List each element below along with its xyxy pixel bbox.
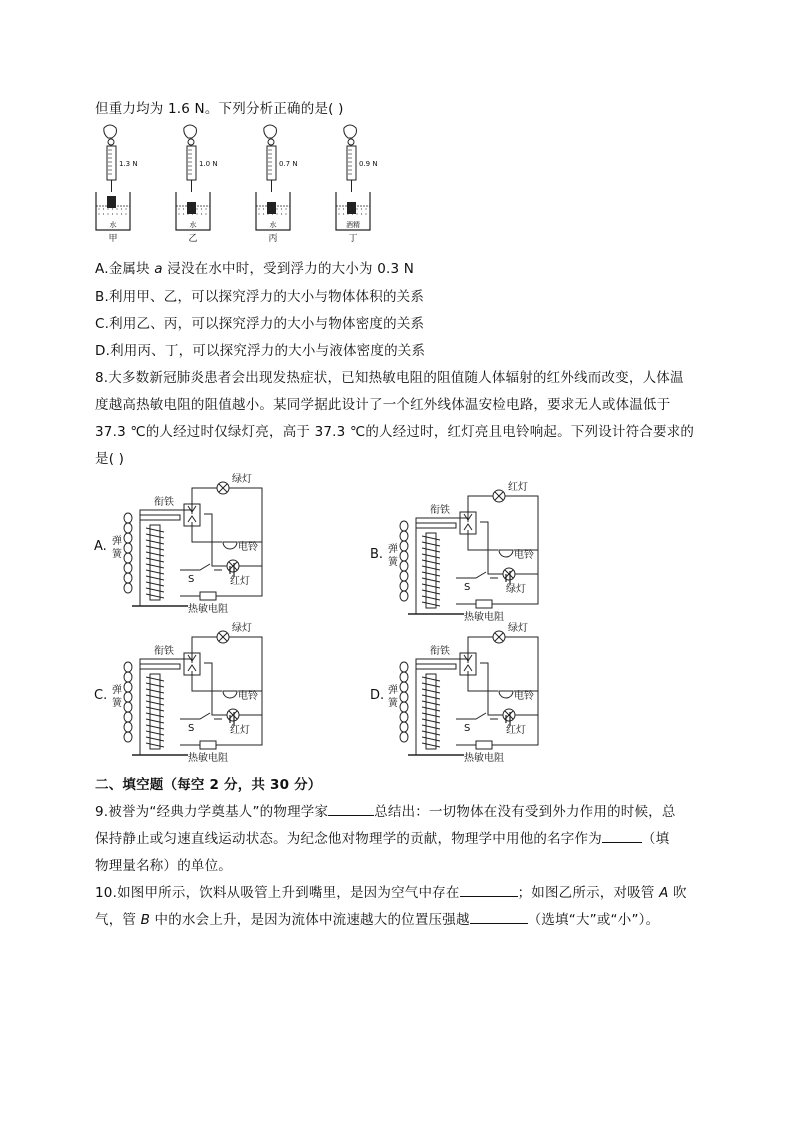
coil-winding (422, 542, 440, 546)
coil-winding (146, 683, 164, 687)
thermistor-label: 热敏电阻 (464, 753, 504, 764)
liquid-dot (116, 213, 117, 214)
coil-winding (146, 546, 164, 550)
q10-line1: 10.如图甲所示，饮料从吸管上升到嘴里，是因为空气中存在 ；如图乙所示，对吸管 A 吹 (95, 885, 687, 901)
liquid-label: 水 (109, 221, 117, 229)
lamp-icon (217, 631, 229, 643)
coil-winding (422, 584, 440, 588)
coil-winding (422, 713, 440, 717)
beaker-caption: 甲 (108, 234, 118, 244)
mid-branch-wire (468, 681, 538, 691)
spring-coil (400, 561, 408, 571)
bottom-lamp-label: 红灯 (230, 576, 250, 587)
spring-coil (400, 531, 408, 541)
q7-option-c: C.利用乙、丙，可以探究浮力的大小与物体密度的关系 (95, 316, 425, 332)
spring-coil (400, 702, 408, 712)
switch-icon (456, 572, 498, 578)
spring-coil (400, 672, 408, 682)
liquid-dot (196, 208, 197, 209)
liquid-dot (263, 213, 264, 214)
switch-icon (180, 713, 222, 719)
q8-line2: 度越高热敏电阻的阻值越小。某同学据此设计了一个红外线体温安检电路，要求无人或体温低于 (95, 397, 671, 413)
q8-circuit-c (92, 619, 282, 764)
coil-winding (422, 719, 440, 723)
bottom-branch-wire (204, 514, 262, 566)
section-2-title: 二、填空题（每空 2 分，共 30 分） (95, 777, 322, 793)
switch-icon (456, 713, 498, 719)
coil-winding (422, 731, 440, 735)
coil-winding (146, 570, 164, 574)
armature-label: 衔铁 (154, 646, 174, 657)
coil-winding (422, 725, 440, 729)
liquid-dot (361, 213, 362, 214)
coil-winding (146, 677, 164, 681)
thermistor-label: 热敏电阻 (188, 604, 228, 615)
switch-label: S (464, 723, 471, 734)
lamp-icon (217, 482, 229, 494)
beaker-caption: 丁 (348, 234, 358, 244)
relay-contacts-icon (464, 508, 472, 540)
q8-line1: 8.大多数新冠肺炎患者会出现发热症状，已知热敏电阻的阻值随人体辐射的红外线而改变，人体温 (95, 370, 684, 386)
coil-winding (146, 552, 164, 556)
top-lamp-label: 绿灯 (232, 474, 252, 485)
beaker-caption: 丙 (268, 234, 278, 244)
bell-icon (223, 542, 237, 549)
q8-circuit-b (368, 478, 558, 623)
thermistor-label: 热敏电阻 (188, 753, 228, 764)
scale-reading: 1.3 N (119, 160, 138, 168)
liquid-dot (343, 213, 344, 214)
metal-block-icon (187, 202, 196, 214)
q10-line2: 气，管 B 中的水会上升，是因为流体中流速越大的位置压强越 （选填“大”或“小”）。 (95, 912, 660, 928)
spring-coil (124, 732, 132, 742)
switch-label: S (188, 574, 195, 585)
option-label: D. (370, 688, 385, 703)
relay-contacts-icon (464, 649, 472, 681)
lamp-icon (227, 560, 239, 572)
switch-label: S (464, 582, 471, 593)
top-branch-wire (192, 637, 262, 715)
liquid-dot (112, 208, 113, 209)
spring-coil (124, 692, 132, 702)
coil-winding (422, 737, 440, 741)
thermistor-icon (200, 592, 216, 600)
liquid-dot (263, 208, 264, 209)
hook-icon (348, 139, 354, 145)
metal-block-icon (267, 202, 276, 214)
liquid-dot (121, 208, 122, 209)
lamp-icon (503, 568, 515, 580)
relay-contacts-icon (188, 500, 196, 532)
liquid-dot (103, 208, 104, 209)
hand-icon (344, 125, 357, 138)
spring-coil (400, 581, 408, 591)
coil-winding (422, 707, 440, 711)
switch-icon (180, 564, 222, 570)
liquid-dot (365, 213, 366, 214)
q9-line1: 9.被誉为“经典力学奠基人”的物理学家 总结出：一切物体在没有受到外力作用的时候，总 (95, 804, 676, 820)
switch-label: S (188, 723, 195, 734)
coil-winding (146, 576, 164, 580)
liquid-dot (107, 208, 108, 209)
coil-winding (422, 695, 440, 699)
armature-bar (140, 664, 180, 669)
spring-coil (124, 533, 132, 543)
scale-reading: 1.0 N (199, 160, 218, 168)
spring-coil (124, 583, 132, 593)
spring-coil (124, 662, 132, 672)
coil-winding (146, 713, 164, 717)
spring-label: 弹 (112, 536, 122, 547)
q9-line2: 保持静止或匀速直线运动状态。为纪念他对物理学的贡献，物理学中用他的名字作为 （填 (95, 831, 670, 847)
coil-winding (422, 701, 440, 705)
top-branch-wire (192, 488, 262, 566)
coil-winding (146, 725, 164, 729)
option-label: A. (94, 539, 107, 554)
liquid-dot (125, 208, 126, 209)
lamp-icon (503, 709, 515, 721)
liquid-dot (116, 208, 117, 209)
spring-coil (124, 722, 132, 732)
beaker-setup-1 (96, 125, 138, 244)
bottom-branch-wire (480, 663, 538, 715)
bell-label: 电铃 (514, 691, 534, 702)
thermistor-icon (476, 600, 492, 608)
lamp-icon (493, 490, 505, 502)
spring-coil (124, 553, 132, 563)
bell-icon (223, 691, 237, 698)
thermistor-icon (200, 741, 216, 749)
spring-coil (124, 682, 132, 692)
coil-winding (146, 737, 164, 741)
spring-scale-icon (347, 146, 356, 180)
spring-coil (124, 513, 132, 523)
liquid-label: 水 (269, 221, 277, 229)
coil-winding (422, 677, 440, 681)
hook-icon (268, 139, 274, 145)
liquid-dot (121, 213, 122, 214)
liquid-dot (356, 208, 357, 209)
liquid-dot (276, 208, 277, 209)
option-label: C. (94, 688, 108, 703)
coil-winding (146, 707, 164, 711)
spring-coil (400, 712, 408, 722)
liquid-dot (205, 208, 206, 209)
spring-label: 弹 (388, 544, 398, 555)
liquid-dot (183, 208, 184, 209)
coil-winding (422, 566, 440, 570)
coil-winding (422, 560, 440, 564)
top-lamp-label: 绿灯 (232, 623, 252, 634)
coil-winding (422, 743, 440, 747)
liquid-dot (112, 213, 113, 214)
coil-winding (146, 594, 164, 598)
coil-winding (146, 731, 164, 735)
lamp-icon (227, 709, 239, 721)
spring-coil (124, 702, 132, 712)
spring-coil (400, 722, 408, 732)
top-lamp-label: 绿灯 (508, 623, 528, 634)
mid-branch-wire (468, 540, 538, 550)
spring-label: 簧 (388, 698, 398, 709)
spring-coil (124, 573, 132, 583)
armature-bar (416, 523, 456, 528)
spring-coil (400, 541, 408, 551)
spring-coil (400, 551, 408, 561)
scale-reading: 0.7 N (279, 160, 298, 168)
beaker-setup-4 (336, 125, 378, 244)
coil-winding (146, 588, 164, 592)
armature-label: 衔铁 (430, 646, 450, 657)
liquid-dot (276, 213, 277, 214)
coil-winding (146, 564, 164, 568)
q7-option-d: D.利用丙、丁，可以探究浮力的大小与液体密度的关系 (95, 343, 426, 359)
liquid-dot (258, 213, 259, 214)
liquid-label: 水 (189, 221, 197, 229)
mid-branch-wire (192, 681, 262, 691)
coil-winding (422, 572, 440, 576)
q9-blank-1 (328, 803, 374, 816)
coil-winding (422, 689, 440, 693)
bell-label: 电铃 (238, 542, 258, 553)
top-branch-wire (468, 637, 538, 715)
coil-winding (422, 578, 440, 582)
thermistor-icon (476, 741, 492, 749)
liquid-dot (281, 208, 282, 209)
spring-label: 弹 (388, 685, 398, 696)
lamp-icon (493, 631, 505, 643)
q8-circuit-a (92, 470, 282, 615)
q9-blank-2 (602, 830, 642, 843)
liquid-dot (258, 208, 259, 209)
beaker-caption: 乙 (188, 234, 198, 244)
armature-bar (416, 664, 456, 669)
liquid-dot (201, 213, 202, 214)
hand-icon (264, 125, 277, 138)
liquid-dot (361, 208, 362, 209)
coil-winding (422, 602, 440, 606)
q7-intro: 但重力均为 1.6 N。下列分析正确的是( ) (95, 101, 344, 117)
liquid-dot (338, 208, 339, 209)
q8-line4: 是( ) (95, 451, 125, 467)
bell-label: 电铃 (514, 550, 534, 561)
relay-contacts-icon (188, 649, 196, 681)
spring-coil (124, 672, 132, 682)
coil-winding (422, 590, 440, 594)
liquid-dot (178, 213, 179, 214)
liquid-dot (98, 208, 99, 209)
coil-winding (146, 701, 164, 705)
spring-scale-icon (107, 146, 116, 180)
q7-option-b: B.利用甲、乙，可以探究浮力的大小与物体体积的关系 (95, 289, 425, 305)
spring-coil (400, 591, 408, 601)
coil-winding (146, 528, 164, 532)
spring-coil (400, 662, 408, 672)
liquid-dot (338, 213, 339, 214)
liquid-label: 酒精 (346, 221, 360, 229)
spring-scale-icon (267, 146, 276, 180)
hand-icon (104, 125, 117, 138)
beaker-setup-3 (256, 125, 298, 244)
thermistor-label: 热敏电阻 (464, 612, 504, 623)
q7-option-a: A.金属块 a 浸没在水中时，受到浮力的大小为 0.3 N (95, 261, 415, 277)
armature-label: 衔铁 (154, 497, 174, 508)
mid-branch-wire (192, 532, 262, 542)
liquid-dot (356, 213, 357, 214)
bottom-lamp-label: 绿灯 (506, 584, 526, 595)
liquid-dot (125, 213, 126, 214)
spring-scale-icon (187, 146, 196, 180)
spring-coil (124, 523, 132, 533)
bell-icon (499, 550, 513, 557)
spring-coil (124, 563, 132, 573)
option-label: B. (370, 547, 384, 562)
spring-coil (124, 712, 132, 722)
q8-line3: 37.3 ℃的人经过时仅绿灯亮，高于 37.3 ℃的人经过时，红灯亮且电铃响起。下列设计符合要求的 (95, 424, 695, 440)
spring-label: 簧 (388, 557, 398, 568)
q10-blank-1 (460, 884, 518, 897)
liquid-dot (365, 208, 366, 209)
liquid-dot (183, 213, 184, 214)
q10-blank-2 (470, 911, 528, 924)
liquid-dot (205, 213, 206, 214)
q8-circuit-d (368, 619, 558, 764)
liquid-dot (285, 213, 286, 214)
bottom-lamp-label: 红灯 (506, 725, 526, 736)
metal-block-icon (107, 196, 116, 208)
top-branch-wire (468, 496, 538, 574)
liquid-dot (98, 213, 99, 214)
scale-reading: 0.9 N (359, 160, 378, 168)
spring-coil (400, 732, 408, 742)
coil-winding (146, 540, 164, 544)
q7-buoyancy-figure (90, 122, 390, 247)
armature-label: 衔铁 (430, 505, 450, 516)
hand-icon (184, 125, 197, 138)
liquid-dot (285, 208, 286, 209)
coil-winding (146, 558, 164, 562)
beaker-setup-2 (176, 125, 218, 244)
liquid-dot (178, 208, 179, 209)
hook-icon (108, 139, 114, 145)
top-lamp-label: 红灯 (508, 482, 528, 493)
coil-winding (146, 719, 164, 723)
bottom-lamp-label: 红灯 (230, 725, 250, 736)
spring-coil (400, 571, 408, 581)
coil-winding (146, 695, 164, 699)
liquid-dot (343, 208, 344, 209)
bottom-branch-wire (204, 663, 262, 715)
coil-winding (146, 689, 164, 693)
coil-winding (422, 683, 440, 687)
coil-winding (422, 596, 440, 600)
bell-icon (499, 691, 513, 698)
spring-coil (124, 543, 132, 553)
coil-winding (146, 743, 164, 747)
spring-coil (400, 682, 408, 692)
q9-line3: 物理量名称）的单位。 (95, 858, 232, 874)
coil-winding (146, 534, 164, 538)
spring-label: 弹 (112, 685, 122, 696)
spring-label: 簧 (112, 549, 122, 560)
hook-icon (188, 139, 194, 145)
spring-label: 簧 (112, 698, 122, 709)
liquid-dot (103, 213, 104, 214)
bottom-branch-wire (480, 522, 538, 574)
liquid-dot (196, 213, 197, 214)
liquid-dot (107, 213, 108, 214)
coil-winding (422, 536, 440, 540)
metal-block-icon (347, 202, 356, 214)
bell-label: 电铃 (238, 691, 258, 702)
coil-winding (422, 548, 440, 552)
spring-coil (400, 692, 408, 702)
spring-coil (400, 521, 408, 531)
armature-bar (140, 515, 180, 520)
coil-winding (422, 554, 440, 558)
liquid-dot (201, 208, 202, 209)
liquid-dot (281, 213, 282, 214)
coil-winding (146, 582, 164, 586)
